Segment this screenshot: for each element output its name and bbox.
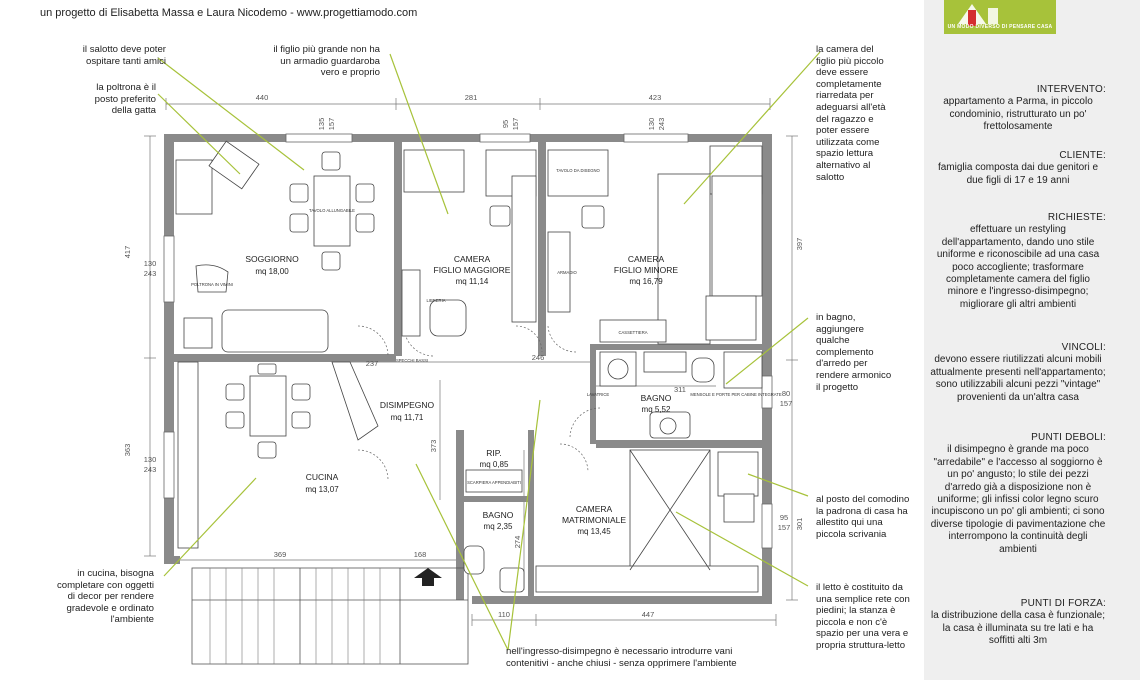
- dim-right-1: 397: [795, 237, 804, 251]
- kitchen-furniture: [178, 362, 378, 548]
- label-specchi: SPECCHI BASSI: [395, 358, 429, 363]
- dim-inner-2: 246: [531, 353, 545, 362]
- room-disimpegno-area: mq 11,71: [390, 413, 424, 422]
- sidebar-body: famiglia composta dai due genitori e due figli di 17 e 19 anni: [937, 162, 1099, 186]
- sidebar-heading: RICHIESTE:: [1047, 212, 1106, 223]
- dim-top-1: 440: [255, 93, 269, 102]
- room-camera-minore-area: mq 16,79: [629, 277, 663, 286]
- room-soggiorno-name: SOGGIORNO: [245, 254, 299, 264]
- room-disimpegno-name: DISIMPEGNO: [379, 400, 435, 410]
- label-libreria: LIBRERIA: [426, 298, 446, 303]
- younger-son-room-furniture: [548, 146, 762, 344]
- note-ingresso: nell'ingresso-disimpegno è necessario introdurre vani contenitivi - anche chiusi - senza opprimere l'ambiente: [506, 646, 737, 669]
- label-lavatrice: LAVATRICE: [586, 392, 610, 397]
- small-bathroom-furniture: [464, 470, 524, 592]
- room-bagno-grande-name: BAGNO: [640, 393, 672, 403]
- dim-inner-9: 447: [641, 610, 655, 619]
- sidebar-body: il disimpegno è grande ma poco "arredabile" e l'accesso al soggiorno è un po' angusto; lo stile dei pezzi d'arredo già a disposizione non è uniforme; gli infissi color legno scuro incupiscono un po' gli ambienti; ci sono diverse tipologie di pavimentazione che interrompono la continuità degli ambienti: [930, 444, 1106, 555]
- label-poltrona: POLTRONA IN VIMINI: [191, 282, 233, 287]
- note-salotto: il salotto deve poter ospitare tanti amici: [82, 44, 166, 67]
- sidebar-heading: INTERVENTO:: [1036, 84, 1106, 95]
- sidebar-section-cliente: [930, 150, 1106, 187]
- dim-left-window-4: 243: [143, 465, 157, 474]
- label-mensole: MENSOLE E PORTE PER CABINE INTEGRATE: [690, 392, 782, 397]
- dim-inner-8: 110: [498, 610, 510, 619]
- sidebar-section-punti-forza: [930, 598, 1106, 648]
- sidebar-body: devono essere riutilizzati alcuni mobili attualmente presenti nell'appartamento; sono utilizzabili alcuni pezzi "vintage" provenienti da un'altra casa: [930, 354, 1106, 403]
- dim-right-window-3: 95: [779, 513, 789, 522]
- sidebar-heading: PUNTI DEBOLI:: [1031, 432, 1106, 443]
- room-bagno-piccolo-area: mq 2,35: [483, 522, 513, 531]
- label-cassettiera: CASSETTIERA: [618, 330, 648, 335]
- label-tavolo-allungabile: TAVOLO ALLUNGABILE: [309, 208, 355, 213]
- dim-top-window-1: 135: [317, 117, 326, 131]
- dim-inner-7: 168: [413, 550, 427, 559]
- brand-logo: [944, 0, 1056, 34]
- dim-left-window-1: 130: [143, 259, 157, 268]
- room-matrimoniale-name1: CAMERA: [575, 504, 613, 514]
- note-letto: il letto è costituito da una semplice rete con piedini; la stanza è piccola e non c'è spazio per una vera e propria struttura-letto: [816, 582, 910, 651]
- label-scarpiera: SCARPIERA APPENDIABITI: [467, 480, 521, 485]
- dim-left-window-3: 130: [143, 455, 157, 464]
- dim-inner-6: 369: [273, 550, 287, 559]
- room-cucina-name: CUCINA: [305, 472, 339, 482]
- sidebar-body: la distribuzione della casa è funzionale; la casa è illuminata su tre lati e ha soffitti alti 3m: [931, 610, 1105, 647]
- dim-right-window-2: 157: [779, 399, 793, 408]
- note-cucina: in cucina, bisogna completare con oggetti di decor per rendere gradevole e ordinato l'ambiente: [56, 568, 154, 626]
- room-soggiorno-area: mq 18,00: [255, 267, 289, 276]
- entrance-arrow-icon: [414, 568, 442, 586]
- room-camera-maggiore-name1: CAMERA: [453, 254, 491, 264]
- dim-top-window-2: 157: [327, 117, 336, 131]
- room-cucina-area: mq 13,07: [305, 485, 339, 494]
- sidebar-section-richieste: [930, 212, 1106, 311]
- dim-top-window-5: 130: [647, 117, 656, 131]
- dim-top-window-6: 243: [657, 117, 666, 131]
- note-poltrona: la poltrona è il posto preferito della gatta: [94, 82, 156, 117]
- dim-top-2: 281: [464, 93, 478, 102]
- room-bagno-piccolo-name: BAGNO: [482, 510, 514, 520]
- label-tavolo-disegno: TAVOLO DA DISEGNO: [556, 168, 600, 173]
- note-bagno: in bagno, aggiungere qualche complemento d'arredo per rendere armonico il progetto: [816, 312, 892, 393]
- living-room-furniture: [176, 141, 374, 352]
- sidebar-heading: VINCOLI:: [1061, 342, 1106, 353]
- dim-inner-5: 274: [513, 535, 522, 549]
- room-ripostiglio-name: RIP.: [486, 448, 502, 458]
- stair-treads: [210, 568, 380, 664]
- dim-right-2: 301: [795, 517, 804, 531]
- sidebar-heading: PUNTI DI FORZA:: [1020, 598, 1106, 609]
- note-camera-piccolo: la camera del figlio più piccolo deve essere completamente riarredata per adeguarsi all'età del ragazzo e poter essere utilizzata come spazio lettura alternativo al salotto: [816, 44, 886, 183]
- dim-top-window-4: 157: [511, 117, 520, 131]
- dim-inner-3: 311: [674, 385, 686, 394]
- project-credit: un progetto di Elisabetta Massa e Laura Nicodemo - www.progettiamodo.com: [40, 7, 418, 19]
- sidebar-section-vincoli: [930, 342, 1106, 404]
- room-camera-minore-name2: FIGLIO MINORE: [613, 265, 679, 275]
- sidebar-section-punti-deboli: [930, 432, 1106, 556]
- older-son-room-furniture: [402, 150, 536, 336]
- sidebar-heading: CLIENTE:: [1059, 150, 1106, 161]
- dim-right-window-4: 157: [777, 523, 791, 532]
- label-armadio: ARMADIO: [557, 270, 577, 275]
- dim-right-window-1: 80: [781, 389, 791, 398]
- room-matrimoniale-name2: MATRIMONIALE: [561, 515, 627, 525]
- room-matrimoniale-area: mq 13,45: [577, 527, 611, 536]
- sidebar-body: appartamento a Parma, in piccolo condominio, ristrutturato un po' frettolosamente: [943, 96, 1093, 133]
- dim-inner-1: 237: [365, 359, 379, 368]
- room-camera-maggiore-name2: FIGLIO MAGGIORE: [433, 265, 511, 275]
- dim-top-3: 423: [648, 93, 662, 102]
- room-ripostiglio-area: mq 0,85: [479, 460, 509, 469]
- sidebar-body: effettuare un restyling dell'appartamento, dando uno stile uniforme e riconoscibile ad una casa poco accogliente; trasformare completamente camera del figlio minore e l'ingresso-disimpegno; migliorare gli altri ambienti: [936, 224, 1100, 310]
- note-comodino: al posto del comodino la padrona di casa ha allestito qui una piccola scrivania: [816, 494, 910, 540]
- room-camera-maggiore-area: mq 11,14: [455, 277, 489, 286]
- note-figlio-grande: il figlio più grande non ha un armadio guardaroba vero e proprio: [273, 44, 380, 79]
- dim-top-window-3: 95: [501, 119, 510, 129]
- room-camera-minore-name1: CAMERA: [627, 254, 665, 264]
- dim-left-2: 363: [123, 443, 132, 457]
- room-bagno-grande-area: mq 5,52: [641, 405, 671, 414]
- dim-inner-4: 373: [429, 439, 438, 453]
- dim-left-1: 417: [123, 245, 132, 259]
- dim-left-window-2: 243: [143, 269, 157, 278]
- sidebar-section-intervento: [930, 84, 1106, 134]
- logo-tagline: UN MODO DIVERSO DI PENSARE CASA: [947, 24, 1053, 30]
